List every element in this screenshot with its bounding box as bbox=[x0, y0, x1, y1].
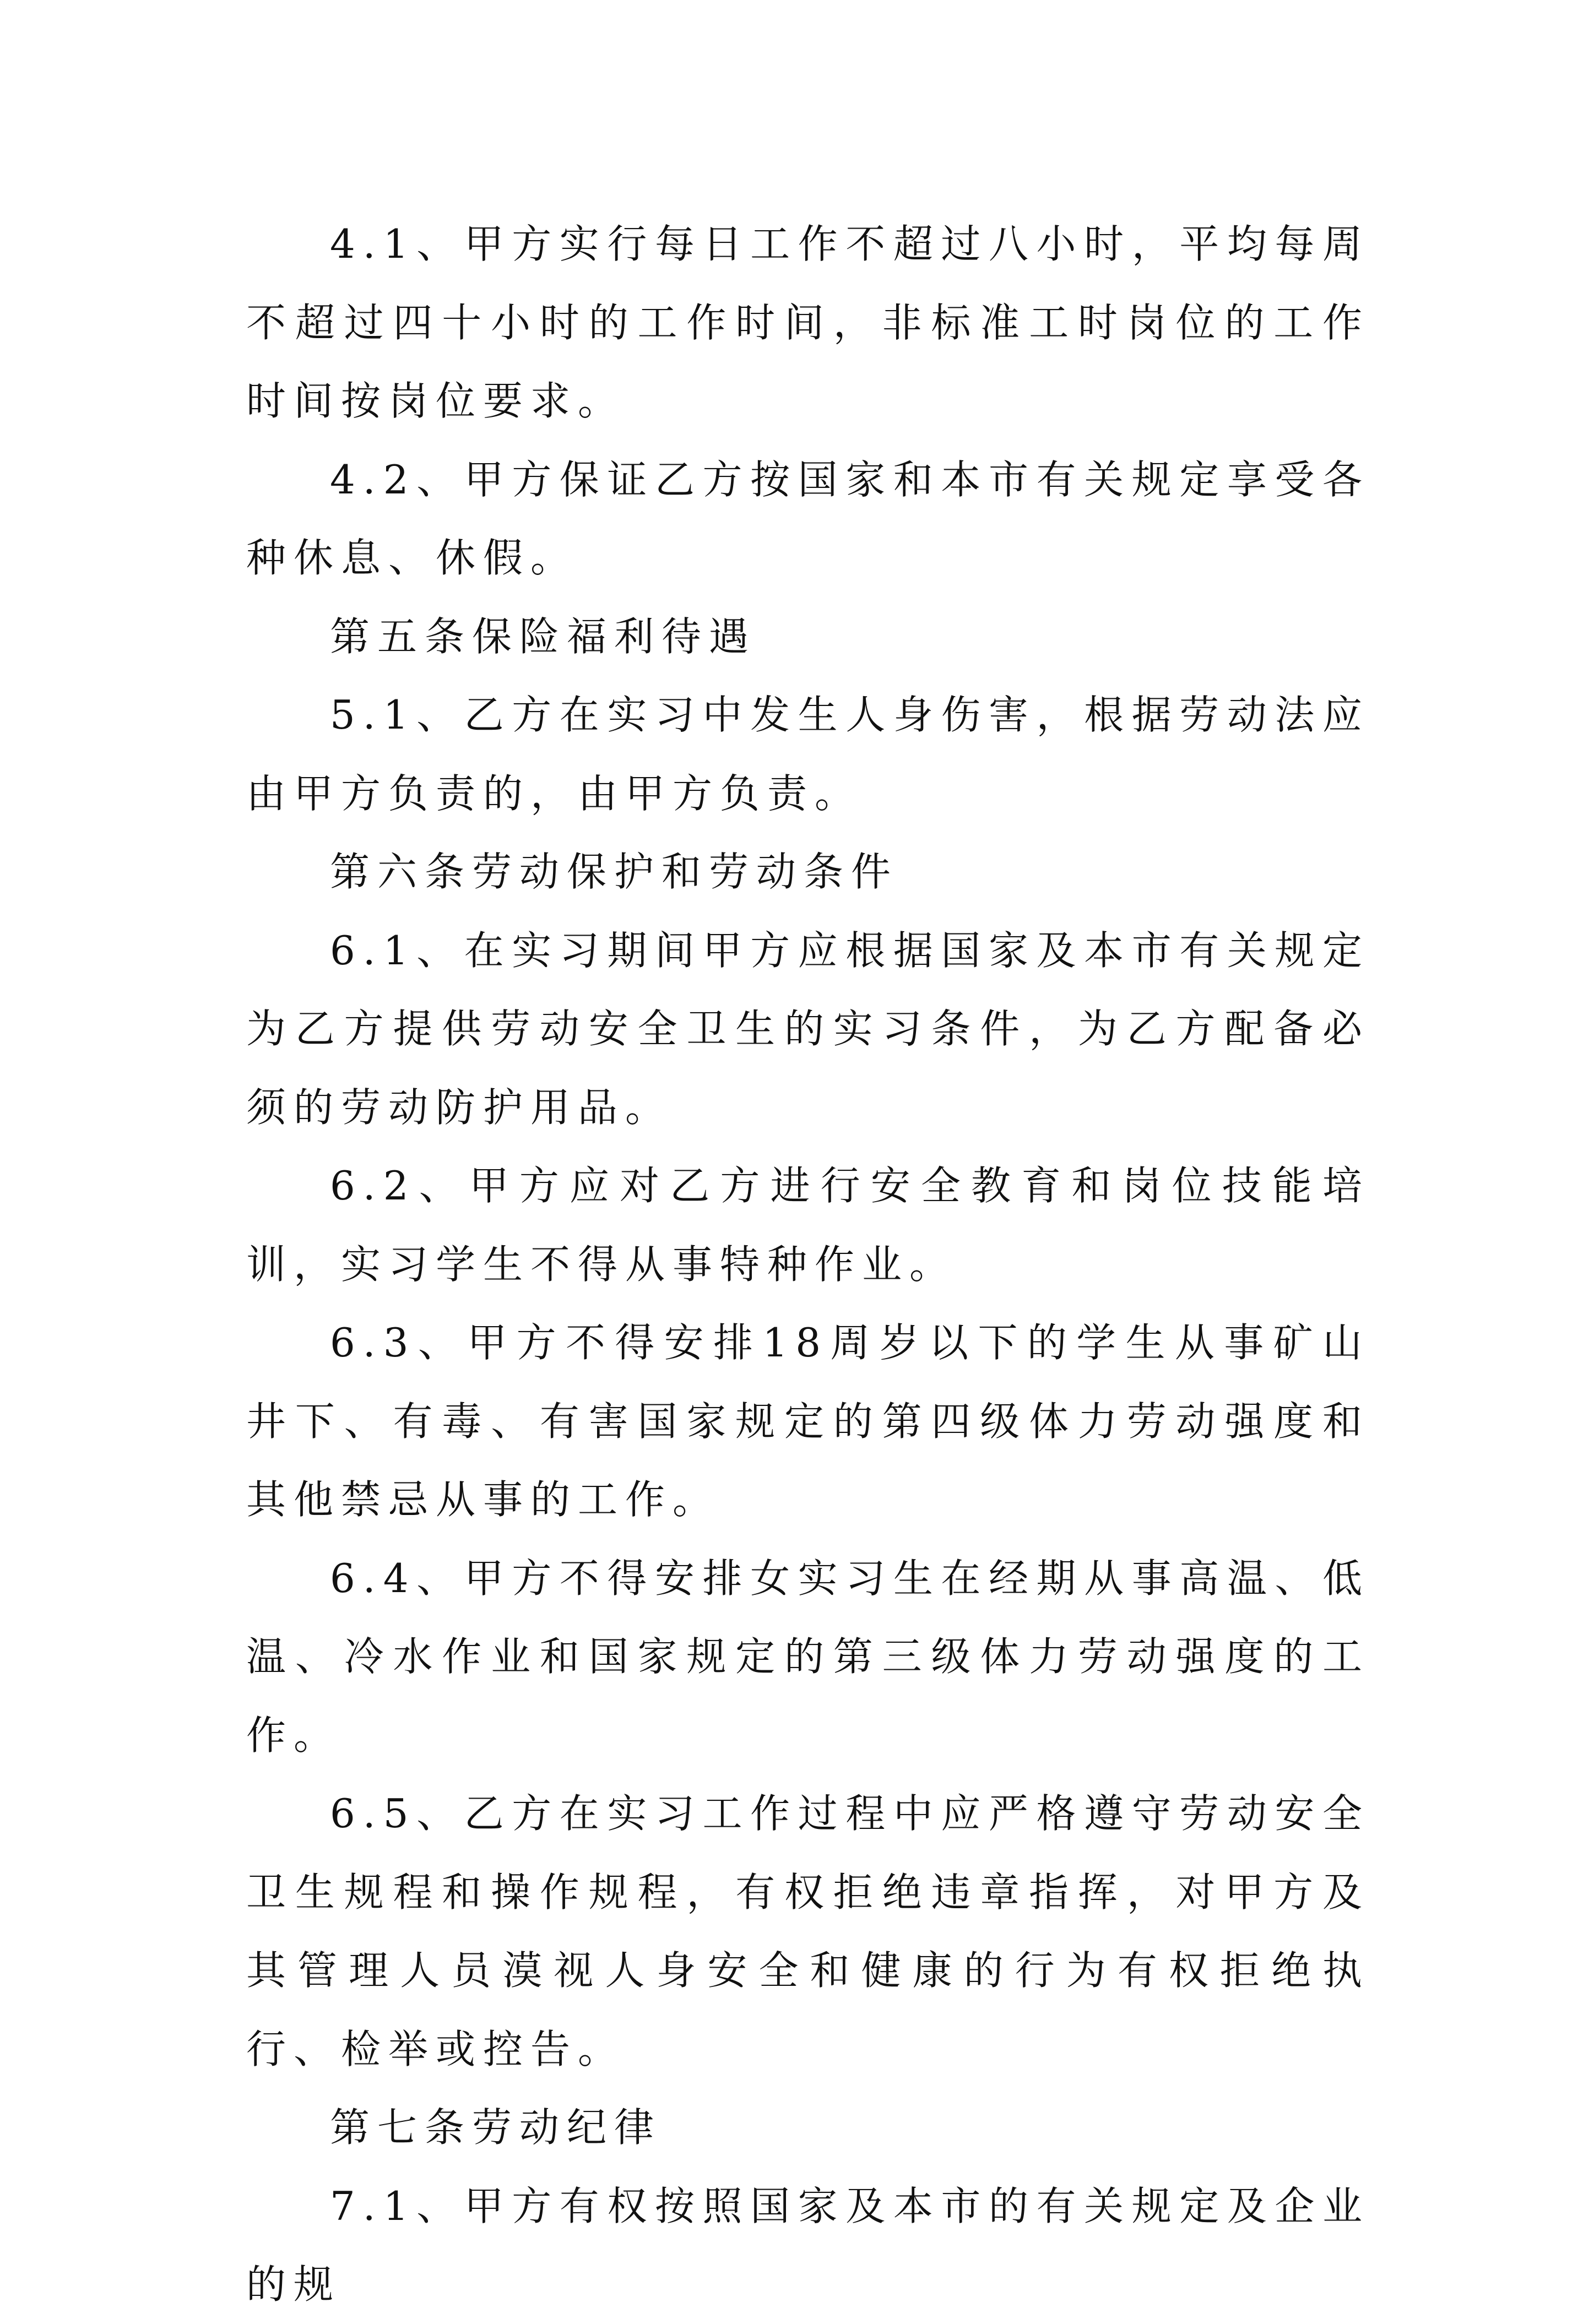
article-5-heading: 第五条保险福利待遇 bbox=[330, 613, 757, 660]
clause-6-4: 6.4、甲方不得安排女实习生在经期从事高温、低温、冷水作业和国家规定的第三级体力劳动强度的工作。 bbox=[246, 1555, 1370, 1758]
clause-5-1: 5.1、乙方在实习中发生人身伤害，根据劳动法应由甲方负责的，由甲方负责。 bbox=[246, 692, 1370, 817]
clause-4-1: 4.1、甲方实行每日工作不超过八小时，平均每周不超过四十小时的工作时间，非标准工时岗位的工作时间按岗位要求。 bbox=[246, 221, 1370, 424]
article-6-heading: 第六条劳动保护和劳动条件 bbox=[330, 849, 899, 895]
clause-7-1: 7.1、甲方有权按照国家及本市的有关规定及企业的规 bbox=[246, 2182, 1370, 2307]
document-body bbox=[246, 205, 1370, 2324]
clause-4-2: 4.2、甲方保证乙方按国家和本市有关规定享受各种休息、休假。 bbox=[246, 456, 1370, 581]
article-7-heading: 第七条劳动纪律 bbox=[330, 2104, 662, 2151]
clause-6-2: 6.2、甲方应对乙方进行安全教育和岗位技能培训，实习学生不得从事特种作业。 bbox=[246, 1163, 1370, 1288]
clause-6-3: 6.3、甲方不得安排18周岁以下的学生从事矿山井下、有毒、有害国家规定的第四级体力劳动强度和其他禁忌从事的工作。 bbox=[246, 1320, 1370, 1523]
clause-6-1: 6.1、在实习期间甲方应根据国家及本市有关规定为乙方提供劳动安全卫生的实习条件，为乙方配备必须的劳动防护用品。 bbox=[246, 927, 1370, 1131]
clause-6-5: 6.5、乙方在实习工作过程中应严格遵守劳动安全卫生规程和操作规程，有权拒绝违章指挥，对甲方及其管理人员漠视人身安全和健康的行为有权拒绝执行、检举或控告。 bbox=[246, 1790, 1370, 2072]
